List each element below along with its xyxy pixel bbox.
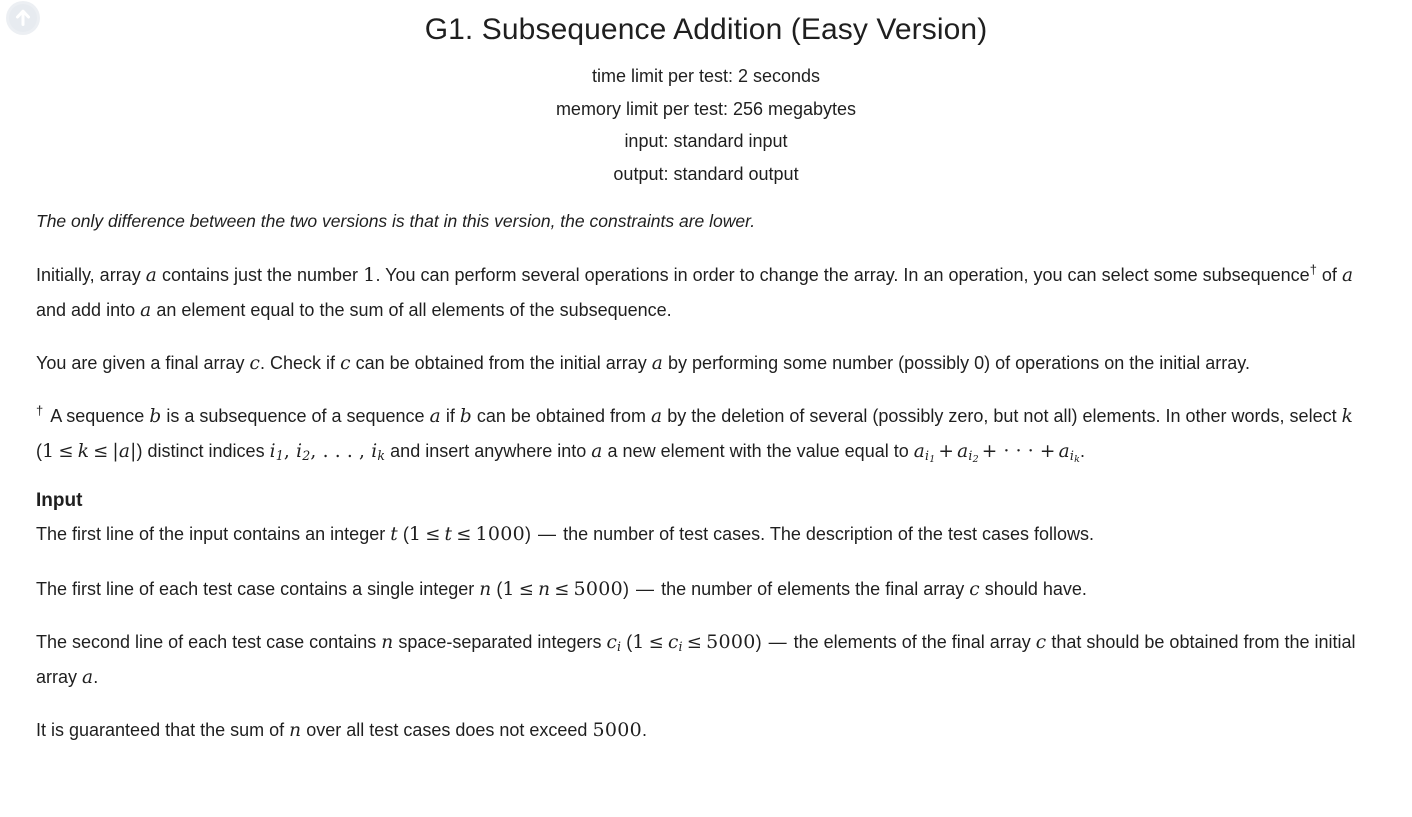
statement-paragraph-2 [36, 346, 1376, 381]
text-run: ( [36, 441, 42, 461]
math-sub-var: i [968, 447, 973, 463]
output-spec: output: standard output [613, 163, 799, 184]
text-run: of [1316, 265, 1342, 285]
math-rel-leq: ≤ [686, 632, 703, 653]
statement-paragraph-1 [36, 258, 1376, 328]
text-run: A sequence [46, 406, 150, 426]
text-run: by performing some number (possibly 0) of operations on the initial array. [663, 353, 1250, 373]
math-num: 1 [42, 440, 55, 462]
math-sub-var: i [924, 447, 930, 463]
math-op-plus: + [981, 441, 998, 462]
math-rel-leq: ≤ [58, 441, 74, 462]
math-ellipsis: · · · [1003, 441, 1034, 462]
text-run: an element equal to the sum of all elements of the subsequence. [151, 300, 672, 320]
math-num: 1 [502, 578, 515, 600]
text-run: . [642, 720, 648, 740]
math-var: c [606, 632, 618, 653]
math-num: 5000 [573, 578, 624, 600]
math-sub-sub: k [1074, 453, 1080, 465]
text-run: . [93, 667, 99, 687]
math-sep: , . . . , [310, 441, 372, 462]
input-line-3 [36, 625, 1376, 695]
math-var-a: a [1341, 265, 1354, 286]
math-sub-sub: 1 [929, 453, 936, 465]
math-op-plus: + [1039, 441, 1056, 462]
math-var-n: n [289, 720, 302, 741]
text-run: ( [621, 632, 633, 652]
math-inequality-k [42, 441, 137, 462]
text-run: ) [623, 579, 630, 599]
text-run: ) [525, 524, 532, 544]
math-sub: i [617, 638, 622, 654]
math-sep: , [283, 441, 297, 462]
math-rel-leq: ≤ [93, 441, 109, 462]
math-var-c: c [249, 353, 261, 374]
text-run: the elements of the final array [793, 632, 1036, 652]
math-inequality-ci [632, 632, 755, 653]
math-var: k [77, 441, 90, 462]
math-var-c: c [969, 579, 980, 600]
footnote-dagger: † [36, 403, 44, 418]
math-num: 1 [408, 523, 422, 545]
math-var-c: c [340, 353, 351, 374]
text-run: ( [397, 524, 409, 544]
text-run: It is guaranteed that the sum of [36, 720, 290, 740]
text-run: space-separated integers [393, 632, 607, 652]
text-run: . [1079, 441, 1085, 461]
math-rel-leq: ≤ [518, 579, 535, 600]
math-sum-expression [913, 441, 1080, 465]
math-var: a [913, 441, 925, 462]
math-op-plus: + [938, 441, 955, 462]
text-run: is a subsequence of a sequence [161, 406, 430, 426]
text-run: over all test cases does not exceed [301, 720, 593, 740]
input-section-heading: Input [36, 490, 83, 511]
scroll-to-top-button[interactable] [6, 1, 40, 35]
math-var-ci [606, 632, 621, 653]
text-run: by the deletion of several (possibly zero, but not all) elements. In other words, select [662, 406, 1342, 426]
math-var-a: a [140, 300, 152, 321]
math-var-t: t [390, 524, 398, 545]
math-rel-leq: ≤ [648, 632, 664, 653]
input-spec: input: standard input [624, 131, 788, 151]
text-run: ) [755, 632, 762, 652]
math-sub: i [678, 638, 683, 654]
math-var: a [1058, 441, 1070, 462]
math-var-a: a [651, 406, 663, 427]
math-abs-a: |a| [112, 441, 137, 462]
math-var: c [667, 632, 679, 653]
text-run: contains just the number [156, 265, 364, 285]
math-var-n: n [479, 579, 492, 600]
math-var-a: a [145, 265, 157, 286]
math-sub: k [377, 447, 386, 463]
text-run: ) distinct indices [136, 441, 270, 461]
text-run: that should be obtained from the initial array [36, 632, 1356, 687]
arrow-up-circle-icon [8, 3, 38, 33]
math-sub-var: i [1069, 447, 1075, 463]
text-run: Initially, array [36, 265, 146, 285]
math-var-a: a [429, 406, 441, 427]
problem-limits [36, 60, 1376, 190]
text-run: can be obtained from the initial array [350, 353, 652, 373]
text-run: and add into [36, 300, 141, 320]
em-dash: — [631, 579, 660, 599]
text-run: . Check if [260, 353, 341, 373]
text-run: the number of test cases. The description of the test cases follows. [563, 524, 1095, 544]
math-rel-leq: ≤ [456, 524, 472, 545]
text-run: can be obtained from [471, 406, 651, 426]
math-rel-leq: ≤ [554, 579, 570, 600]
version-difference-note: The only difference between the two versions is that in this version, the constraints are lower. [36, 211, 756, 231]
math-sub: 1 [275, 447, 284, 463]
math-rel-leq: ≤ [425, 524, 441, 545]
math-var-n: n [381, 632, 394, 653]
math-index-list [270, 441, 386, 462]
math-num: 1000 [475, 523, 526, 545]
math-var-b: b [459, 406, 472, 427]
text-run: and insert anywhere into [385, 441, 592, 461]
text-run: The first line of each test case contains a single integer [36, 579, 480, 599]
math-var-a: a [591, 441, 603, 462]
math-var-a: a [651, 353, 664, 374]
text-run: the number of elements the final array [661, 579, 970, 599]
input-line-1 [36, 517, 1376, 552]
math-var: t [444, 524, 453, 545]
time-limit: time limit per test: 2 seconds [591, 66, 821, 86]
memory-limit: memory limit per test: 256 megabytes [555, 98, 857, 119]
math-var: a [957, 441, 969, 462]
math-inequality-t [409, 524, 525, 545]
math-num: 5000 [706, 631, 756, 653]
math-var-k: k [1341, 406, 1353, 427]
math-num-1: 1 [363, 264, 376, 286]
input-line-2 [36, 572, 1376, 607]
math-num: 1 [632, 631, 645, 653]
math-var: i [371, 441, 378, 462]
statement-body [36, 206, 1376, 748]
math-var-c: c [1035, 632, 1047, 653]
text-run: a new element with the value equal to [602, 441, 914, 461]
input-line-4 [36, 713, 1376, 748]
em-dash: — [533, 524, 562, 544]
text-run: ( [491, 579, 503, 599]
text-run: The first line of the input contains an integer [36, 524, 391, 544]
text-run: if [440, 406, 460, 426]
math-inequality-n [502, 579, 623, 600]
footnote-marker: † [1309, 262, 1317, 277]
math-var: n [538, 579, 551, 600]
statement-footnote [36, 399, 1376, 469]
text-run: The second line of each test case contains [36, 632, 382, 652]
math-num-5000: 5000 [592, 719, 643, 741]
math-sub: 2 [302, 447, 311, 463]
text-run: . You can perform several operations in order to change the array. In an operation, you can select some subsequence [375, 265, 1310, 285]
math-var-a: a [82, 667, 94, 688]
math-var: i [269, 441, 276, 462]
math-sub-sub: 2 [972, 453, 979, 465]
page-title: G1. Subsequence Addition (Easy Version) [424, 13, 988, 46]
text-run: should have. [979, 579, 1087, 599]
text-run: You are given a final array [36, 353, 250, 373]
math-var: i [296, 441, 303, 462]
em-dash: — [763, 632, 792, 652]
math-var-b: b [149, 406, 162, 427]
